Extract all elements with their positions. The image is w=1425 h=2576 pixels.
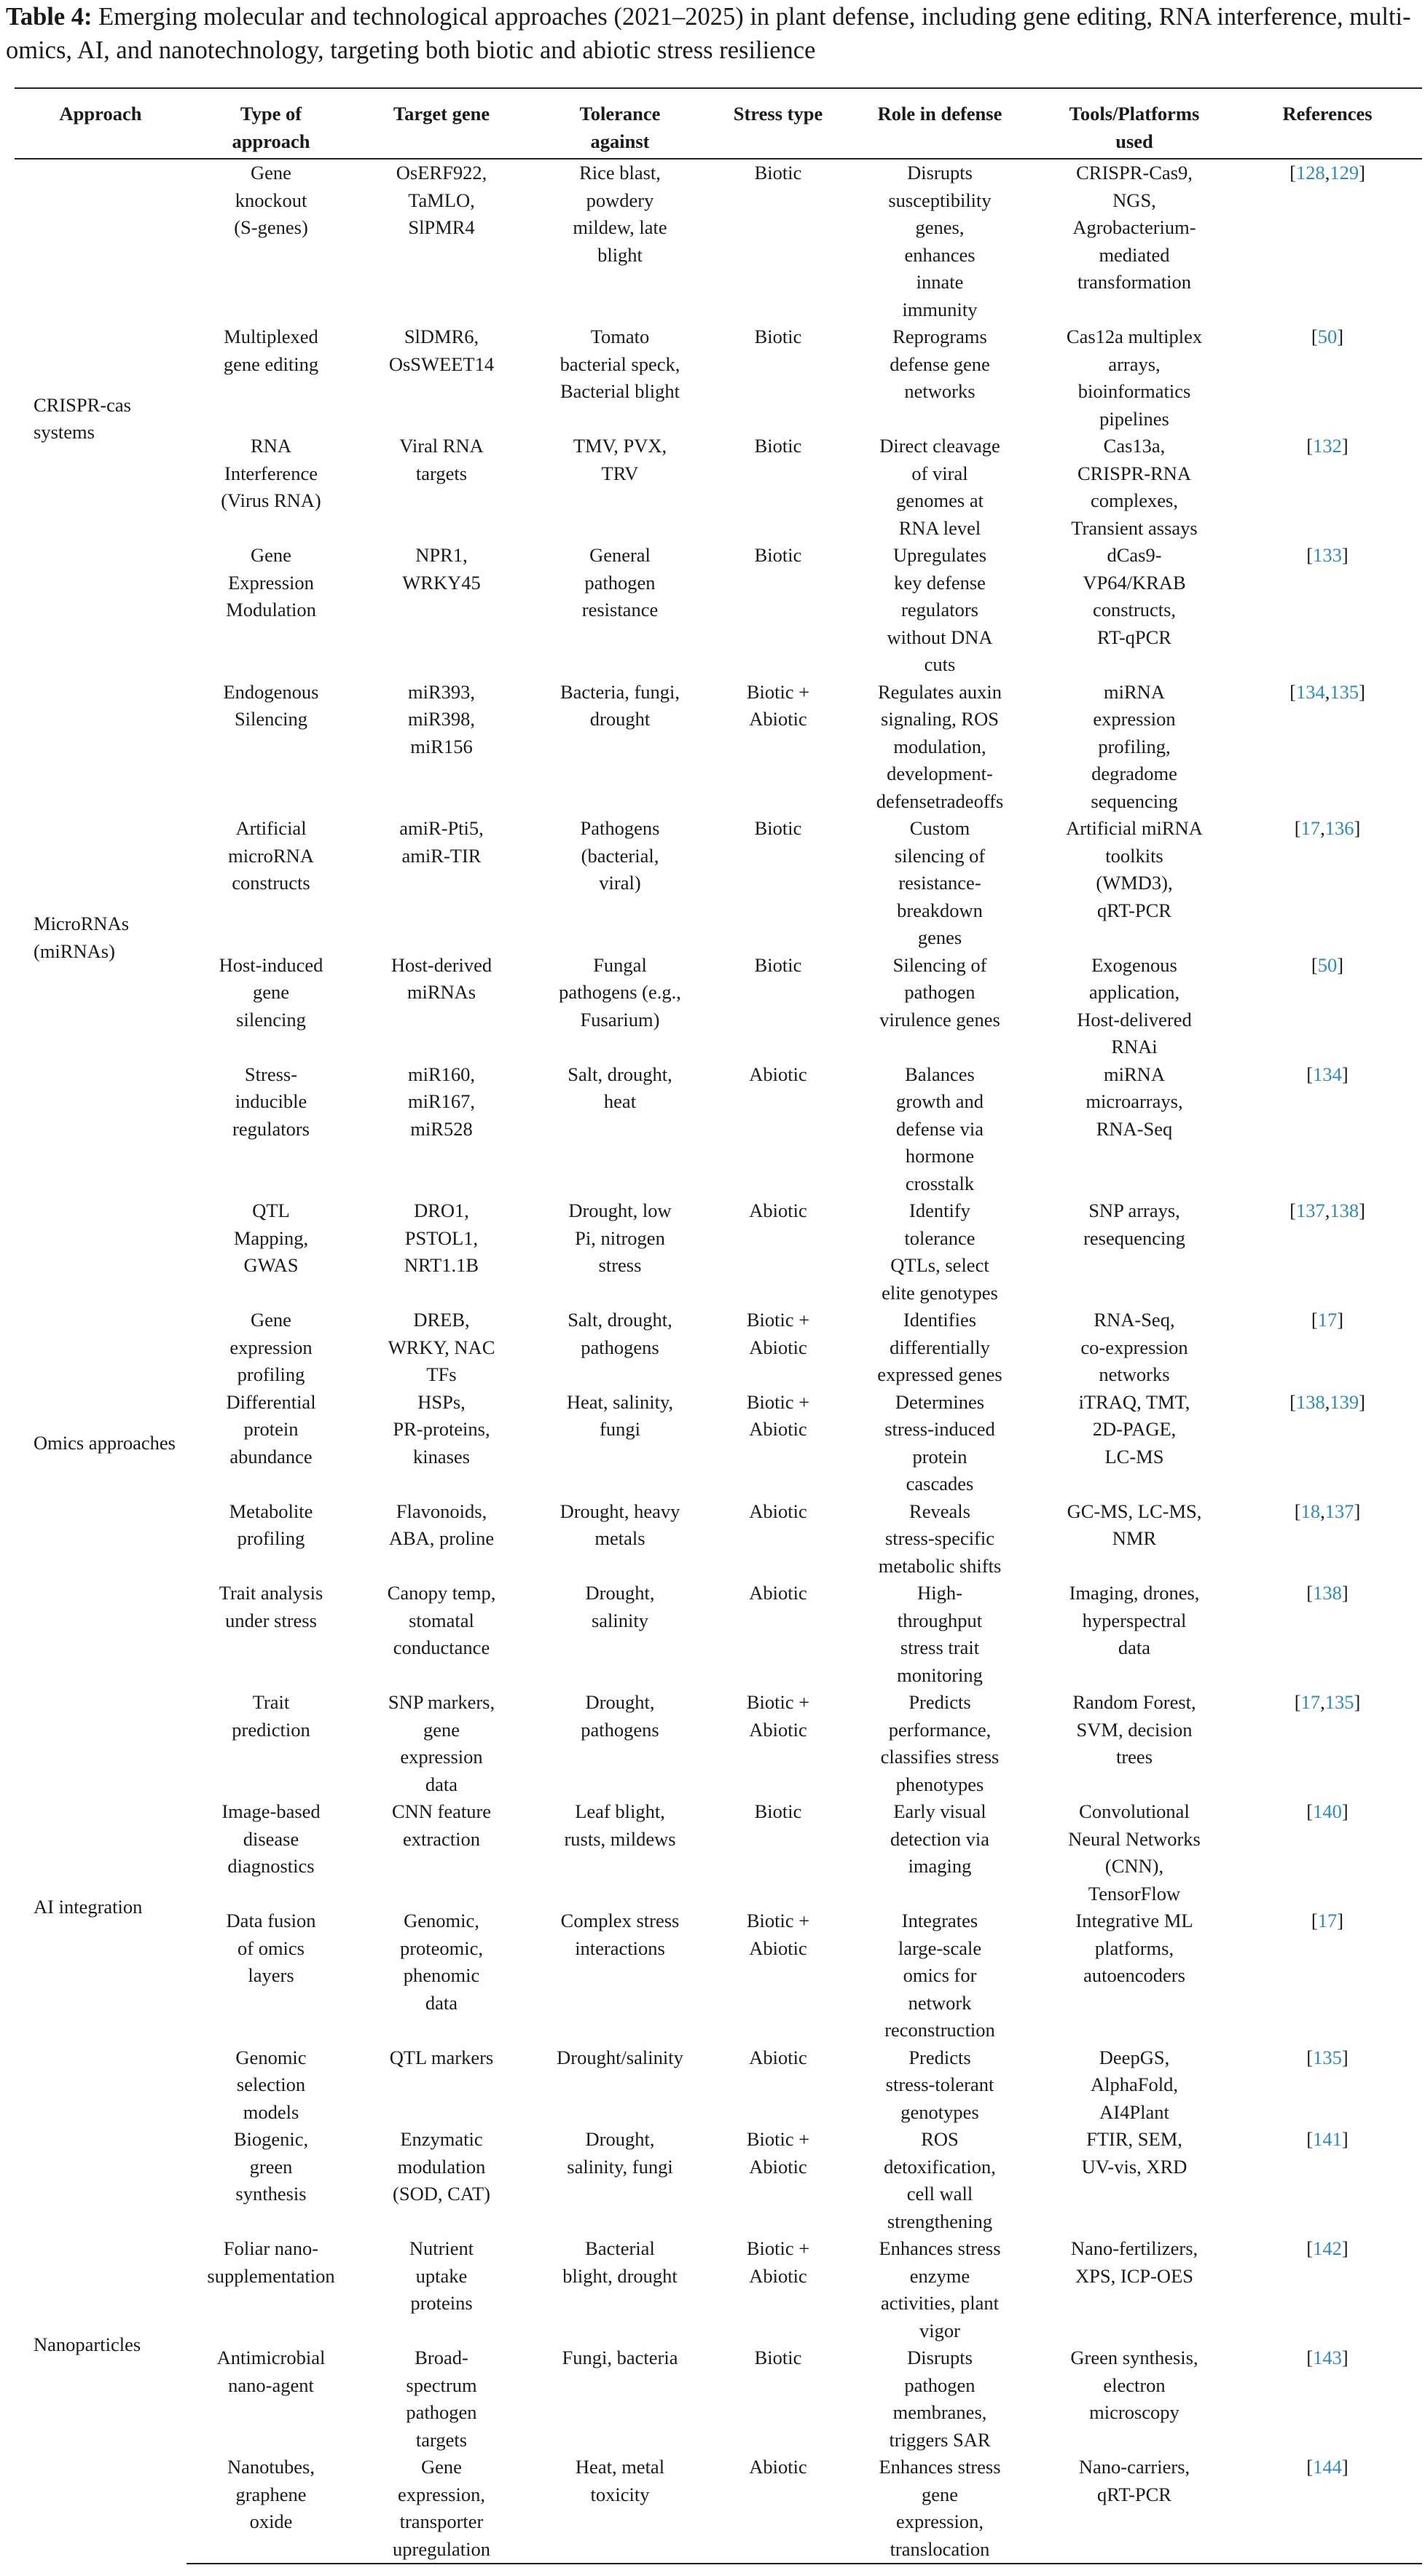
type-cell: Trait prediction xyxy=(232,1691,310,1741)
bracket: ] xyxy=(1341,1582,1349,1604)
role-cell: Predicts stress-tolerant genotypes xyxy=(885,2046,994,2123)
tools-cell: Cas13a, CRISPR-RNA complexes, Transient assays xyxy=(1071,435,1198,539)
type-cell: Gene Expression Modulation xyxy=(226,544,316,621)
tools-cell: Imaging, drones, hyperspectral data xyxy=(1069,1582,1200,1658)
type-cell: RNA Interference (Virus RNA) xyxy=(221,435,321,511)
separator: , xyxy=(1324,680,1330,703)
bracket: ] xyxy=(1359,1200,1365,1221)
target-cell: amiR-Pti5, amiR-TIR xyxy=(399,817,484,867)
stress-cell: Abiotic xyxy=(712,2454,844,2564)
bracket: [ xyxy=(1306,435,1314,457)
role-cell: Balances growth and defense via hormone crosstalk xyxy=(896,1063,984,1194)
table-row xyxy=(15,815,1422,952)
target-cell: Broad- spectrum pathogen targets xyxy=(406,2347,477,2451)
stress-cell: Biotic xyxy=(754,1800,802,1822)
bracket: [ xyxy=(1306,1800,1314,1822)
target-cell: SNP markers, gene expression data xyxy=(388,1691,495,1795)
references-cell xyxy=(1233,952,1422,1061)
stress-cell: Abiotic xyxy=(749,1500,807,1522)
type-cell: Image-based disease diagnostics xyxy=(221,1800,321,1877)
type-cell: Gene knockout (S-genes) xyxy=(234,162,308,238)
target-cell: DREB, WRKY, NAC TFs xyxy=(388,1309,495,1385)
role-cell: High- throughput stress trait monitoring xyxy=(897,1582,983,1686)
reference-link[interactable]: 17 xyxy=(1317,1910,1338,1931)
type-cell: Metabolite profiling xyxy=(229,1500,313,1549)
table-row xyxy=(15,323,1422,433)
approach-cell: Omics approaches xyxy=(34,1431,176,1454)
caption-text: Emerging molecular and technological approaches (2021–2025) in plant defense, including gene editing, RNA interference, multi-omics, AI, and nanotechnology, targeting both biotic and abiotic stress resilience xyxy=(6,3,1411,64)
tools-cell: Cas12a multiplex arrays, bioinformatics pipelines xyxy=(1066,326,1203,430)
references-cell xyxy=(1233,679,1422,816)
bracket: ] xyxy=(1359,162,1365,184)
target-cell: OsERF922, TaMLO, SlPMR4 xyxy=(396,162,487,238)
tolerance-cell: General pathogen resistance xyxy=(581,544,659,621)
type-cell: Stress- inducible regulators xyxy=(232,1063,310,1140)
reference-link[interactable]: 17 xyxy=(1317,1309,1338,1331)
bracket: [ xyxy=(1306,2347,1314,2368)
table-row xyxy=(15,1389,1422,1498)
references-cell xyxy=(1233,2235,1422,2344)
type-cell: Biogenic, green synthesis xyxy=(233,2128,309,2205)
role-cell: Regulates auxin signaling, ROS modulation, development- defensetradeoffs xyxy=(876,680,1004,812)
table-row xyxy=(15,2454,1422,2564)
header-cell: Tools/Platforms used xyxy=(1036,88,1233,159)
target-cell: miR393, miR398, miR156 xyxy=(407,680,476,757)
tolerance-cell: Drought, pathogens xyxy=(581,1691,659,1741)
table-row xyxy=(15,2044,1422,2127)
target-cell: Enzymatic modulation (SOD, CAT) xyxy=(393,2128,490,2205)
references-cell xyxy=(1233,1061,1422,1198)
separator: , xyxy=(1324,1390,1330,1413)
tolerance-cell: Salt, drought, heat xyxy=(568,1063,672,1112)
reference-link[interactable]: 136 xyxy=(1324,817,1354,839)
table-row xyxy=(15,1307,1422,1389)
tolerance-cell: Drought, salinity, fungi xyxy=(567,2128,673,2178)
tools-cell: Exogenous application, Host-delivered RNAi xyxy=(1077,953,1192,1057)
stress-cell: Biotic + Abiotic xyxy=(746,2128,810,2178)
tolerance-cell: Drought, salinity xyxy=(585,1582,655,1631)
role-cell: Reprograms defense gene networks xyxy=(890,326,990,402)
bracket: ] xyxy=(1354,1500,1361,1522)
target-cell: Gene expression, transporter upregulation xyxy=(356,2454,527,2564)
approach-cell: Nanoparticles xyxy=(34,2333,141,2355)
bracket: [ xyxy=(1289,680,1296,703)
bracket: [ xyxy=(1289,1200,1296,1221)
stress-cell: Abiotic xyxy=(749,1063,807,1085)
target-cell: Canopy temp, stomatal conductance xyxy=(387,1582,496,1658)
table-row xyxy=(15,1498,1422,1580)
bracket: [ xyxy=(1294,1691,1301,1713)
bracket: [ xyxy=(1306,2128,1314,2150)
bracket: ] xyxy=(1341,1063,1349,1085)
approaches-table xyxy=(15,87,1422,2564)
references-cell xyxy=(1233,1498,1422,1580)
references-cell xyxy=(1233,323,1422,433)
table-row xyxy=(15,1061,1422,1198)
bracket: [ xyxy=(1311,953,1318,976)
references-cell xyxy=(1233,2126,1422,2235)
role-cell: Determines stress-induced protein cascades xyxy=(884,1390,995,1494)
tolerance-cell: Leaf blight, rusts, mildews xyxy=(564,1800,676,1850)
stress-cell: Biotic + Abiotic xyxy=(746,1390,810,1440)
reference-link[interactable]: 137 xyxy=(1295,1200,1325,1221)
type-cell: Host-induced gene silencing xyxy=(219,953,323,1031)
type-cell: Differential protein abundance xyxy=(226,1390,316,1468)
reference-link[interactable]: 138 xyxy=(1330,1200,1359,1221)
reference-link[interactable]: 141 xyxy=(1313,2128,1342,2150)
reference-link[interactable]: 135 xyxy=(1330,680,1359,703)
tolerance-cell: Fungi, bacteria xyxy=(562,2347,678,2368)
references-cell xyxy=(1233,433,1422,542)
reference-link[interactable]: 50 xyxy=(1317,953,1338,976)
tolerance-cell: Rice blast, powdery mildew, late blight xyxy=(573,162,667,266)
bracket: [ xyxy=(1306,1582,1314,1604)
references-cell xyxy=(1233,1389,1422,1498)
table-row xyxy=(15,2344,1422,2454)
stress-cell: Biotic + Abiotic xyxy=(746,1309,810,1358)
reference-link[interactable]: 135 xyxy=(1324,1691,1354,1713)
bracket: ] xyxy=(1341,435,1349,457)
table-row xyxy=(15,1798,1422,1907)
tools-cell: GC-MS, LC-MS, NMR xyxy=(1067,1500,1202,1549)
bracket: [ xyxy=(1311,1910,1318,1931)
reference-link[interactable]: 142 xyxy=(1313,2237,1342,2259)
table-row xyxy=(15,159,1422,323)
reference-link[interactable]: 134 xyxy=(1313,1063,1342,1085)
bracket: ] xyxy=(1341,1800,1349,1822)
bracket: ] xyxy=(1354,1691,1361,1713)
table-row xyxy=(15,1580,1422,1689)
role-cell: Disrupts pathogen membranes, triggers SAR xyxy=(889,2347,991,2451)
bracket: [ xyxy=(1289,1390,1296,1413)
references-cell xyxy=(1233,1798,1422,1907)
bracket: [ xyxy=(1306,2046,1314,2068)
tools-cell: DeepGS, AlphaFold, AI4Plant xyxy=(1091,2046,1178,2123)
separator: , xyxy=(1320,817,1325,839)
references-cell xyxy=(1233,159,1422,323)
tools-cell: dCas9- VP64/KRAB constructs, RT-qPCR xyxy=(1083,544,1186,648)
target-cell: Viral RNA targets xyxy=(399,435,484,484)
tools-cell: Integrative ML platforms, autoencoders xyxy=(1075,1910,1193,1986)
role-cell: Silencing of pathogen virulence genes xyxy=(879,953,1000,1031)
bracket: [ xyxy=(1294,817,1301,839)
reference-link[interactable]: 132 xyxy=(1313,435,1342,457)
target-cell: miR160, miR167, miR528 xyxy=(407,1063,476,1140)
tolerance-cell: Fungal pathogens (e.g., Fusarium) xyxy=(559,953,681,1031)
bracket: [ xyxy=(1306,2237,1314,2259)
tools-cell: Nano-fertilizers, XPS, ICP-OES xyxy=(1070,2237,1198,2287)
type-cell: Antimicrobial nano-agent xyxy=(216,2347,326,2396)
type-cell: Foliar nano- supplementation xyxy=(207,2237,335,2287)
table-row xyxy=(15,2235,1422,2344)
tolerance-cell: TMV, PVX, TRV xyxy=(573,435,667,484)
role-cell: Integrates large-scale omics for network reconstruction xyxy=(884,1910,995,2041)
target-cell: DRO1, PSTOL1, NRT1.1B xyxy=(404,1200,479,1276)
reference-link[interactable]: 129 xyxy=(1330,162,1359,184)
target-cell: HSPs, PR-proteins, kinases xyxy=(393,1390,490,1468)
type-cell: Genomic selection models xyxy=(235,2046,307,2123)
bracket: ] xyxy=(1359,680,1365,703)
bracket: ] xyxy=(1354,817,1361,839)
reference-link[interactable]: 138 xyxy=(1295,1390,1325,1413)
separator: , xyxy=(1324,1200,1330,1221)
bracket: ] xyxy=(1341,2347,1349,2368)
stress-cell: Abiotic xyxy=(749,2046,807,2068)
stress-cell: Biotic xyxy=(754,817,802,839)
stress-cell: Biotic xyxy=(754,162,802,184)
reference-link[interactable]: 135 xyxy=(1313,2046,1342,2068)
role-cell: Identify tolerance QTLs, select elite genotypes xyxy=(882,1200,998,1304)
target-cell: Genomic, proteomic, phenomic data xyxy=(399,1910,484,2014)
bracket: ] xyxy=(1337,1309,1344,1331)
stress-cell: Biotic + Abiotic xyxy=(746,2237,810,2287)
header-cell: Role in defense xyxy=(844,88,1036,159)
role-cell: Predicts performance, classifies stress phenotypes xyxy=(880,1691,1000,1795)
references-cell xyxy=(1233,1197,1422,1307)
table-row xyxy=(15,542,1422,679)
references-cell xyxy=(1233,2344,1422,2454)
type-cell: Trait analysis under stress xyxy=(219,1582,323,1631)
bracket: ] xyxy=(1337,953,1344,976)
approach-cell: CRISPR-cas systems xyxy=(34,393,131,444)
table-caption xyxy=(6,0,1422,67)
type-cell: Artificial microRNA constructs xyxy=(228,817,314,894)
table-body xyxy=(15,159,1422,2564)
tools-cell: miRNA expression profiling, degradome sequencing xyxy=(1091,680,1178,812)
tolerance-cell: Complex stress interactions xyxy=(560,1910,680,1959)
header-cell: References xyxy=(1233,88,1422,159)
tolerance-cell: Pathogens (bacterial, viral) xyxy=(580,817,660,894)
tools-cell: CRISPR-Cas9, NGS, Agrobacterium- mediated transformation xyxy=(1072,162,1196,293)
stress-cell: Biotic xyxy=(754,544,802,566)
tools-cell: FTIR, SEM, UV-vis, XRD xyxy=(1081,2128,1188,2178)
table-row xyxy=(15,2126,1422,2235)
type-cell: Gene expression profiling xyxy=(229,1309,313,1385)
tolerance-cell: Bacterial blight, drought xyxy=(562,2237,678,2287)
tolerance-cell: Drought/salinity xyxy=(557,2046,683,2068)
tools-cell: Green synthesis, electron microscopy xyxy=(1070,2347,1198,2423)
table-row xyxy=(15,679,1422,816)
bracket: [ xyxy=(1311,1309,1318,1331)
target-cell: SlDMR6, OsSWEET14 xyxy=(388,326,495,375)
role-cell: Enhances stress gene expression, translocation xyxy=(844,2454,1036,2564)
references-cell xyxy=(1233,2044,1422,2127)
stress-cell: Abiotic xyxy=(749,1200,807,1221)
reference-link[interactable]: 18 xyxy=(1300,1500,1321,1522)
separator: , xyxy=(1320,1691,1325,1713)
bracket: ] xyxy=(1341,2128,1349,2150)
reference-link[interactable]: 139 xyxy=(1330,1390,1359,1413)
tolerance-cell: Heat, salinity, fungi xyxy=(566,1390,674,1440)
target-cell: Flavonoids, ABA, proline xyxy=(388,1500,495,1549)
separator: , xyxy=(1320,1500,1325,1522)
tools-cell: miRNA microarrays, RNA-Seq xyxy=(1086,1063,1183,1140)
target-cell: Nutrient uptake proteins xyxy=(409,2237,474,2314)
bracket: ] xyxy=(1337,1910,1344,1931)
stress-cell: Biotic + Abiotic xyxy=(746,680,810,730)
bracket: [ xyxy=(1306,1063,1314,1085)
header-cell: Target gene xyxy=(356,88,527,159)
role-cell: Enhances stress enzyme activities, plant vigor xyxy=(879,2237,1001,2341)
tools-cell: Convolutional Neural Networks (CNN), TensorFlow xyxy=(1068,1800,1201,1905)
reference-link[interactable]: 50 xyxy=(1317,326,1338,347)
references-cell xyxy=(1233,542,1422,679)
header-cell: Approach xyxy=(15,88,187,159)
references-cell xyxy=(1233,1307,1422,1389)
tolerance-cell: Drought, low Pi, nitrogen stress xyxy=(568,1200,672,1276)
bracket: ] xyxy=(1341,544,1349,566)
separator: , xyxy=(1324,162,1330,184)
reference-link[interactable]: 144 xyxy=(1313,2456,1342,2478)
approach-cell: AI integration xyxy=(34,1896,143,1918)
tools-cell: Random Forest, SVM, decision trees xyxy=(1072,1691,1196,1768)
tools-cell: RNA-Seq, co-expression networks xyxy=(1080,1309,1188,1385)
references-cell xyxy=(1233,2454,1422,2564)
target-cell: CNN feature extraction xyxy=(391,1800,492,1850)
reference-link[interactable]: 140 xyxy=(1313,1800,1342,1822)
stress-cell: Biotic xyxy=(754,2347,802,2368)
type-cell: Endogenous Silencing xyxy=(223,680,319,730)
stress-cell: Biotic xyxy=(754,435,802,457)
bracket: ] xyxy=(1341,2456,1349,2478)
reference-link[interactable]: 133 xyxy=(1313,544,1342,566)
tolerance-cell: Salt, drought, pathogens xyxy=(568,1309,672,1358)
target-cell: Host-derived miRNAs xyxy=(390,953,492,1003)
table-row xyxy=(15,952,1422,1061)
references-cell xyxy=(1233,1907,1422,2044)
bracket: [ xyxy=(1306,544,1314,566)
references-cell xyxy=(1233,1689,1422,1798)
reference-link[interactable]: 134 xyxy=(1295,680,1325,703)
stress-cell: Biotic xyxy=(754,326,802,347)
header-cell: Tolerance against xyxy=(527,88,712,159)
table-row xyxy=(15,1197,1422,1307)
header-row xyxy=(15,88,1422,159)
role-cell: Identifies differentially expressed genes xyxy=(877,1309,1002,1385)
tolerance-cell: Tomato bacterial speck, Bacterial blight xyxy=(560,326,680,402)
role-cell: Direct cleavage of viral genomes at RNA level xyxy=(879,435,1000,539)
tolerance-cell: Heat, metal toxicity xyxy=(527,2454,712,2564)
bracket: ] xyxy=(1359,1390,1365,1413)
tools-cell: iTRAQ, TMT, 2D-PAGE, LC-MS xyxy=(1078,1390,1190,1468)
bracket: [ xyxy=(1289,162,1296,184)
header-cell: Type of approach xyxy=(187,88,356,159)
bracket: [ xyxy=(1306,2456,1314,2478)
references-cell xyxy=(1233,815,1422,952)
reference-link[interactable]: 143 xyxy=(1313,2347,1342,2368)
type-cell: QTL Mapping, GWAS xyxy=(233,1200,309,1276)
target-cell: QTL markers xyxy=(389,2046,494,2068)
table-row xyxy=(15,1907,1422,2044)
role-cell: Reveals stress-specific metabolic shifts xyxy=(878,1500,1002,1577)
stress-cell: Biotic + Abiotic xyxy=(746,1691,810,1741)
reference-link[interactable]: 128 xyxy=(1295,162,1325,184)
header-cell: Stress type xyxy=(712,88,844,159)
reference-link[interactable]: 138 xyxy=(1313,1582,1342,1604)
target-cell: NPR1, WRKY45 xyxy=(402,544,481,594)
bracket: ] xyxy=(1341,2237,1349,2259)
role-cell: Upregulates key defense regulators without DNA cuts xyxy=(887,544,993,675)
bracket: ] xyxy=(1337,326,1344,347)
table-row xyxy=(15,433,1422,542)
stress-cell: Abiotic xyxy=(749,1582,807,1604)
bracket: [ xyxy=(1311,326,1318,347)
reference-link[interactable]: 17 xyxy=(1300,1691,1321,1713)
bracket: [ xyxy=(1294,1500,1301,1522)
tolerance-cell: Drought, heavy metals xyxy=(560,1500,680,1549)
bracket: ] xyxy=(1341,2046,1349,2068)
role-cell: Disrupts susceptibility genes, enhances innate immunity xyxy=(888,162,992,320)
reference-link[interactable]: 17 xyxy=(1300,817,1321,839)
tools-cell: Artificial miRNA toolkits (WMD3), qRT-PCR xyxy=(1066,817,1203,921)
stress-cell: Biotic xyxy=(754,953,802,976)
type-cell: Multiplexed gene editing xyxy=(223,326,319,375)
table-row xyxy=(15,1689,1422,1798)
role-cell: Custom silencing of resistance- breakdown genes xyxy=(894,817,986,948)
tools-cell: SNP arrays, resequencing xyxy=(1083,1200,1185,1249)
tools-cell: Nano-carriers, qRT-PCR xyxy=(1036,2454,1233,2564)
reference-link[interactable]: 137 xyxy=(1324,1500,1354,1522)
tolerance-cell: Bacteria, fungi, drought xyxy=(560,680,680,730)
references-cell xyxy=(1233,1580,1422,1689)
type-cell: Data fusion of omics layers xyxy=(226,1910,316,1986)
approach-cell: MicroRNAs (miRNAs) xyxy=(34,913,130,962)
role-cell: Early visual detection via imaging xyxy=(890,1800,990,1877)
stress-cell: Biotic + Abiotic xyxy=(746,1910,810,1959)
caption-label: Table 4: xyxy=(6,3,93,31)
role-cell: ROS detoxification, cell wall strengthening xyxy=(884,2128,996,2232)
type-cell: Nanotubes, graphene oxide xyxy=(187,2454,356,2564)
